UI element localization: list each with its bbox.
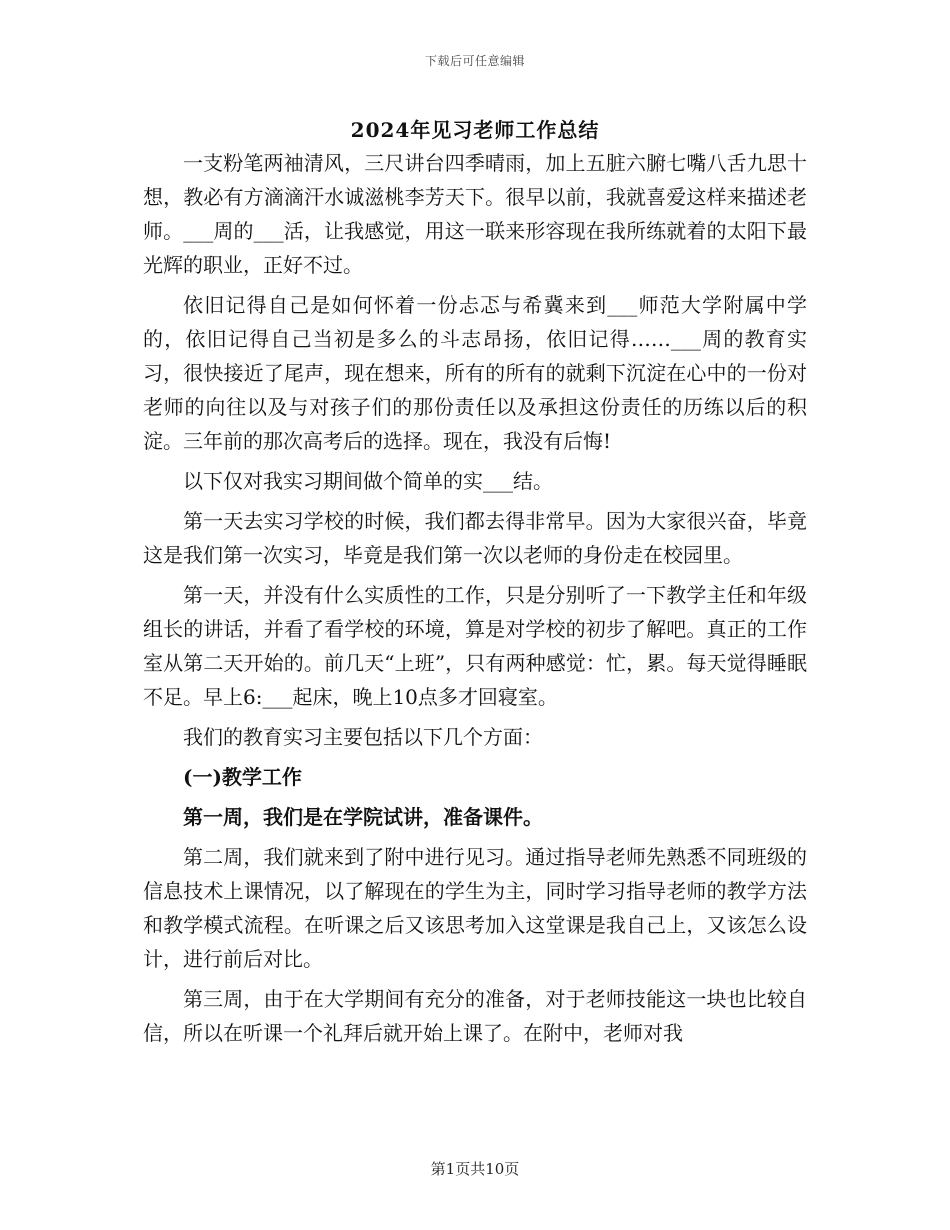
document-body (143, 146, 807, 1056)
page-number-footer: 第1页共10页 (430, 1160, 520, 1178)
document-title: 2024年见习老师工作总结 (350, 118, 600, 142)
paragraph-1: 一支粉笔两袖清风，三尺讲台四季晴雨，加上五脏六腑七嘴八舌九思十想，教必有方滴滴汗水诚滋桃李芳天下。很早以前，我就喜爱这样来描述老师。___周的___活，让我感觉，用这一联来形容现在我所练就着的太阳下最光辉的职业，正好不过。 (143, 151, 807, 277)
paragraph-5: 第一天，并没有什么实质性的工作，只是分别听了一下教学主任和年级组长的讲话，并看了看学校的环境，算是对学校的初步了解吧。真正的工作室从第二天开始的。前几天“上班”，只有两种感觉：忙，累。每天觉得睡眠不足。早上6:___起床，晚上10点多才回寝室。 (143, 583, 807, 709)
paragraph-2: 依旧记得自己是如何怀着一份忐忑与希冀来到___师范大学附属中学的，依旧记得自己当初是多么的斗志昂扬，依旧记得……___周的教育实习，很快接近了尾声，现在想来，所有的所有的就剩下沉淀在心中的一份对老师的向往以及与对孩子们的那份责任以及承担这份责任的历练以后的积淀。三年前的那次高考后的选择。现在，我没有后悔! (143, 293, 807, 453)
paragraph-3: 以下仅对我实习期间做个简单的实___结。 (183, 469, 553, 493)
paragraph-week-one: 第一周，我们是在学院试讲，准备课件。 (183, 805, 543, 829)
section-heading-teaching: (一)教学工作 (183, 765, 302, 789)
paragraph-week-two: 第二周，我们就来到了附中进行见习。通过指导老师先熟悉不同班级的信息技术上课情况，以了解现在的学生为主，同时学习指导老师的教学方法和教学模式流程。在听课之后又该思考加入这堂课是我自己上，又该怎么设计，进行前后对比。 (143, 845, 807, 971)
paragraph-4: 第一天去实习学校的时候，我们都去得非常早。因为大家很兴奋，毕竟这是我们第一次实习，毕竟是我们第一次以老师的身份走在校园里。 (143, 509, 807, 567)
header-note: 下载后可任意编辑 (424, 54, 525, 68)
paragraph-6: 我们的教育实习主要包括以下几个方面： (183, 725, 543, 749)
paragraph-week-three: 第三周，由于在大学期间有充分的准备，对于老师技能这一块也比较自信，所以在听课一个礼拜后就开始上课了。在附中，老师对我 (143, 987, 807, 1045)
